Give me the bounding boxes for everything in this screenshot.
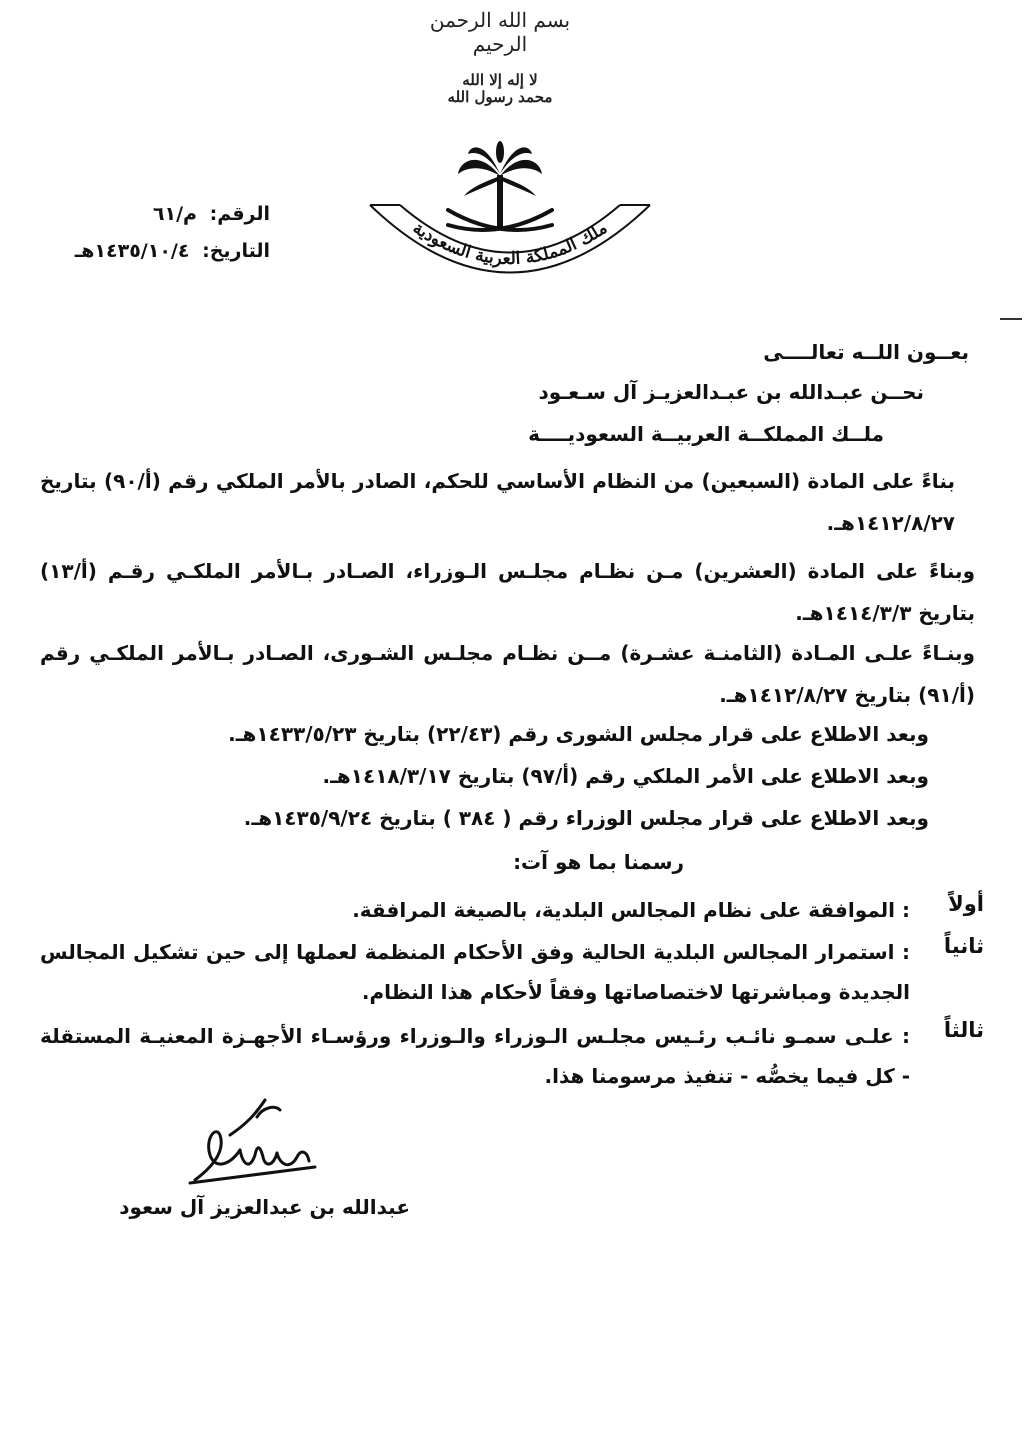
opening-line-2: نحــن عبـدالله بن عبـدالعزيـز آل سـعـود [538,380,924,404]
number-label: الرقم: [209,203,270,225]
signatory-name: عبدالله بن عبدالعزيز آل سعود [119,1195,410,1219]
review-line-3: وبعد الاطلاع على قرار مجلس الوزراء رقم ( ٣٨٤ ) بتاريخ ١٤٣٥/٩/٢٤هـ. [243,806,929,830]
opening-line-3: ملــك المملكــة العربيــة السعوديــــة [528,422,884,446]
preamble-paragraph-2: وبناءً على المادة (العشرين) مـن نظـام مجلـس الـوزراء، الصـادر بـالأمر الملكـي رقـم (أ/١٣) بتاريخ ١٤١٤/٣/٣هـ. [40,559,975,625]
review-line-1: وبعد الاطلاع على قرار مجلس الشورى رقم (٢٢/٤٣) بتاريخ ١٤٣٣/٥/٢٣هـ. [228,722,929,746]
basmala-header: بسم الله الرحمن الرحيم [429,8,571,56]
item-1-label: أولاً [948,892,984,916]
handwritten-signature [185,1095,325,1190]
shahada-calligraphy [440,72,560,106]
shahada-line-2: محمد رسول الله [447,88,553,106]
number-value: م/٦١ [152,203,197,225]
item-3-label: ثالثاً [943,1018,984,1042]
royal-seal-arc [360,190,660,315]
date-label: التاريخ: [202,240,270,262]
svg-text:ملك المملكة العربية السعودية [409,218,611,269]
opening-line-1: بعــون اللــه تعالــــى [763,340,969,364]
item-1-text: : الموافقة على نظام المجالس البلدية، بالصيغة المرافقة. [352,898,910,922]
item-3-text: : علـى سمـو نائـب رئـيس مجلـس الـوزراء والـوزراء ورؤسـاء الأجهـزة المعنيـة المستقلة - كل فيما يخصُّه - تنفيذ مرسومنا هذا. [40,1024,910,1088]
document-date [40,240,270,262]
preamble-paragraph-1: بناءً على المادة (السبعين) من النظام الأساسي للحكم، الصادر بالأمر الملكي رقم (أ/٩٠) بتاريخ ١٤١٢/٨/٢٧هـ. [40,469,955,535]
preamble-paragraph-3: وبنـاءً علـى المـادة (الثامنـة عشـرة) مــن نظـام مجلـس الشـورى، الصـادر بـالأمر الملكـي رقم (أ/٩١) بتاريخ ١٤١٢/٨/٢٧هـ. [40,641,975,707]
item-2-text: : استمرار المجالس البلدية الحالية وفق الأحكام المنظمة لعملها إلى حين تشكيل المجالس الجديدة ومباشرتها لاختصاصاتها وفقاً لأحكام هذا النظام. [40,940,910,1004]
decree-intro: رسمنا بما هو آت: [513,850,684,874]
item-2-label: ثانياً [943,934,984,958]
date-value: ١٤٣٥/١٠/٤هـ [74,240,190,262]
shahada-line-1: لا إله إلا الله [462,71,538,89]
margin-mark [1000,318,1022,320]
document-number [40,203,270,225]
seal-text: ملك المملكة العربية السعودية [409,218,611,270]
review-line-2: وبعد الاطلاع على الأمر الملكي رقم (أ/٩٧) بتاريخ ١٤١٨/٣/١٧هـ. [322,764,929,788]
